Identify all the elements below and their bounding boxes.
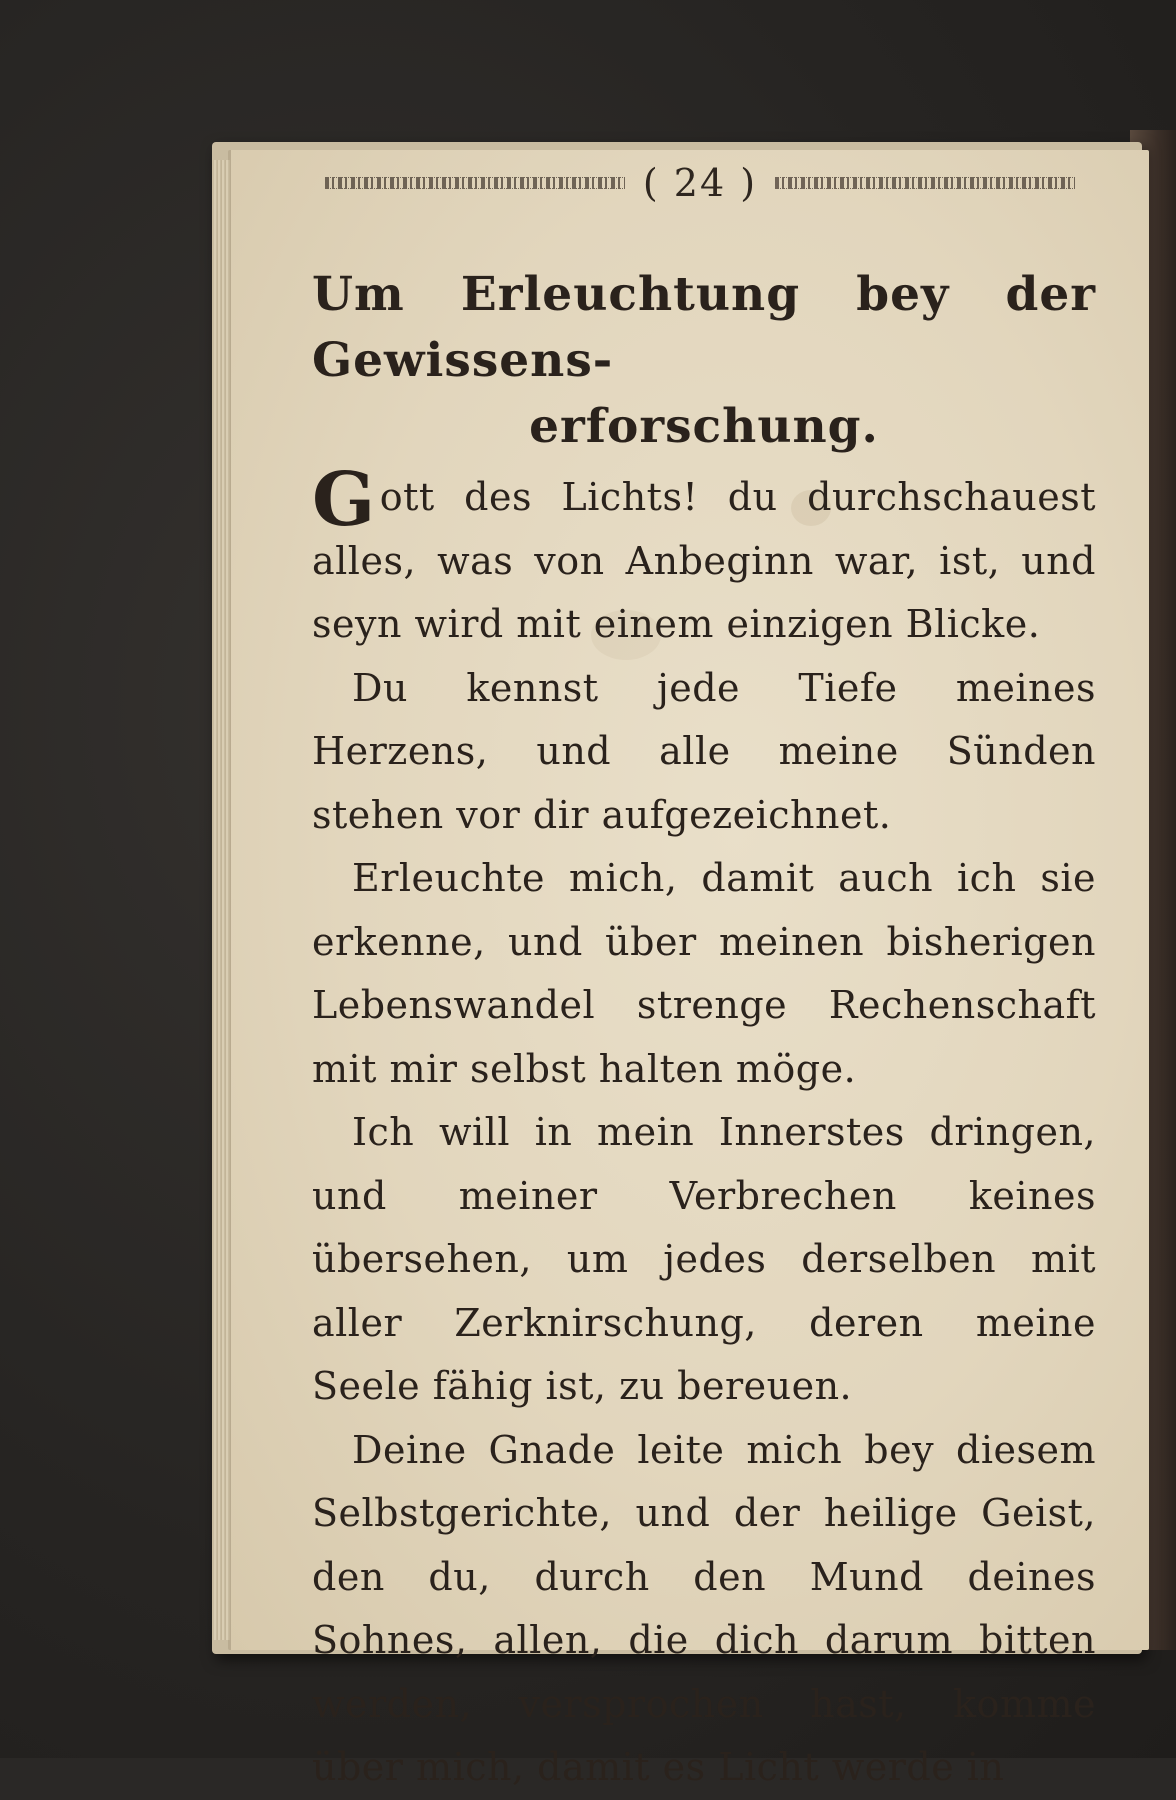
body-text [312, 457, 1096, 1800]
paragraph-4 [312, 1101, 1096, 1419]
paragraph-text: Deine Gnade leite mich bey diesem Selbstgerichte, und der heilige Geist, den du, durch den Mund deines Sohnes, allen, die dich darum bitten werden, versprochen hast, komme über mich, damit es Licht werde in [312, 1427, 1096, 1789]
title-line-1: Um Erleuchtung bey der Gewissens- [312, 267, 1096, 388]
paragraph-2 [312, 657, 1096, 848]
title-line-2: erforschung. [529, 399, 879, 454]
paragraph-text: Du kennst jede Tiefe meines Herzens, und alle meine Sünden stehen vor dir aufgezeichnet. [312, 665, 1096, 837]
page-header [300, 161, 1100, 205]
page-number: ( 24 ) [642, 161, 758, 205]
paragraph-5 [312, 1419, 1096, 1800]
left-ornament [325, 177, 625, 189]
drop-cap: G [312, 457, 376, 543]
paragraph-3 [312, 847, 1096, 1101]
paragraph-text: ott des Lichts! du durchschauest alles, was von Anbeginn war, ist, und seyn wird mit einem einzigen Blicke. [312, 475, 1096, 646]
page-edges [214, 160, 230, 1640]
right-ornament [775, 177, 1075, 189]
paragraph-text: Ich will in mein Innerstes dringen, und meiner Verbrechen keines übersehen, um jedes derselben mit aller Zerknirschung, deren meine Seele fähig ist, zu bereuen. [312, 1110, 1096, 1408]
paragraph-1 [312, 457, 1096, 657]
paragraph-text: Erleuchte mich, damit auch ich sie erkenne, und über meinen bisherigen Lebenswandel strenge Rechenschaft mit mir selbst halten möge. [312, 856, 1096, 1091]
chapter-title [312, 262, 1096, 460]
text-block [312, 262, 1096, 1800]
